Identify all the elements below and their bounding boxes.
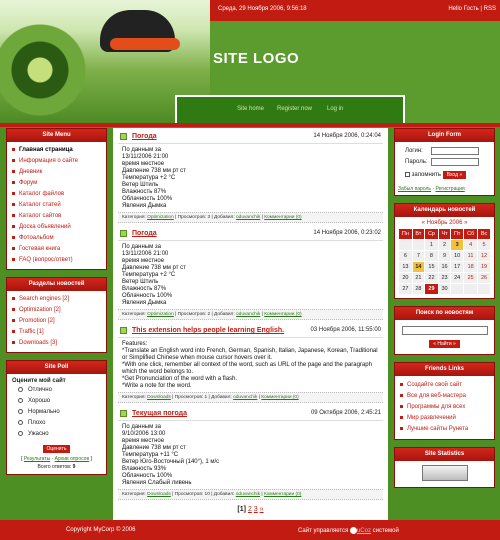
- post-title[interactable]: Текущая погода: [132, 410, 187, 417]
- login-button[interactable]: Вход »: [443, 171, 466, 179]
- calendar-day: [464, 284, 478, 295]
- calendar-day[interactable]: 27: [399, 284, 413, 295]
- left-sidebar: [6, 128, 107, 482]
- post-icon: [120, 410, 127, 417]
- calendar-day: [399, 240, 413, 251]
- header: [0, 0, 500, 123]
- nav-login[interactable]: Log in: [327, 106, 344, 112]
- post-author-link[interactable]: oduvanchik: [235, 492, 261, 497]
- search-box: [394, 306, 495, 355]
- bullet-icon: [12, 159, 15, 162]
- menu-item[interactable]: Каталог сайтов: [12, 211, 101, 222]
- page-link[interactable]: 3: [253, 506, 258, 513]
- friend-link[interactable]: Лучшие сайты Рунета: [400, 424, 489, 435]
- menu-item[interactable]: Дневник: [12, 167, 101, 178]
- calendar-day[interactable]: 4: [464, 240, 478, 251]
- remember-checkbox[interactable]: [405, 172, 410, 177]
- poll-box: Site Poll Оцените мой сайт Отлично Хорошо Нормально Плохо Ужасно Оценить [ Результаты · Архив опросов ] Всего ответов: 9: [6, 360, 107, 475]
- user-links: [448, 6, 496, 12]
- boot-sole-image: [110, 38, 180, 50]
- calendar-day[interactable]: 28: [412, 284, 424, 295]
- news-post: [118, 408, 383, 500]
- section-item[interactable]: Optimization [2]: [12, 305, 101, 316]
- counter-badge-icon[interactable]: [422, 465, 468, 481]
- calendar-table: [398, 228, 491, 295]
- menu-item[interactable]: Информация о сайте: [12, 156, 101, 167]
- post-title[interactable]: Погода: [132, 133, 157, 140]
- poll-option[interactable]: Хорошо: [12, 398, 101, 409]
- calendar-day[interactable]: 11: [464, 251, 478, 262]
- forgot-password-link[interactable]: Забыл пароль: [398, 186, 432, 192]
- post-comments-link[interactable]: Комментарии (0): [264, 215, 302, 220]
- stats-title: Site Statistics: [395, 448, 494, 461]
- bullet-icon: [12, 148, 15, 151]
- bullet-icon: [12, 341, 15, 344]
- next-page-link[interactable]: »: [259, 506, 264, 513]
- site-logo[interactable]: SITE LOGO: [213, 50, 300, 67]
- calendar-day: [451, 284, 464, 295]
- menu-item[interactable]: Главная страница: [12, 145, 101, 156]
- bullet-icon: [12, 330, 15, 333]
- calendar-day[interactable]: 9: [438, 251, 450, 262]
- calendar-month[interactable]: « Ноябрь 2006 »: [421, 220, 468, 226]
- links-separator: |: [478, 6, 484, 12]
- footer: [0, 520, 500, 540]
- calendar-day[interactable]: 29: [425, 284, 439, 295]
- post-author-link[interactable]: oduvanchik: [236, 312, 261, 317]
- calendar-day[interactable]: 6: [399, 251, 413, 262]
- calendar-day[interactable]: 24: [451, 273, 464, 284]
- calendar-weekday: Сб: [464, 229, 478, 240]
- post-footer: Категория: Downloads | Просмотров: 1 | Добавил: oduvanchik | Комментарии (0): [118, 392, 383, 403]
- nav-register[interactable]: Register now: [277, 106, 313, 112]
- section-item[interactable]: Promotion [2]: [12, 316, 101, 327]
- poll-archive-link[interactable]: Архив опросов: [54, 456, 90, 462]
- calendar-day[interactable]: 30: [438, 284, 450, 295]
- bullet-icon: [400, 394, 403, 397]
- bullet-icon: [12, 297, 15, 300]
- ucoz-icon: [350, 527, 357, 534]
- radio-icon[interactable]: [18, 398, 23, 403]
- post-icon: [120, 133, 127, 140]
- login-input[interactable]: [431, 147, 479, 155]
- stats-box: [394, 447, 495, 488]
- calendar-day[interactable]: 17: [451, 262, 464, 273]
- copyright-text: Copyright MyCorp © 2006: [66, 527, 136, 533]
- calendar-day[interactable]: 3: [451, 240, 464, 251]
- search-title: Поиск по новостям: [395, 307, 494, 320]
- radio-icon[interactable]: [18, 387, 23, 392]
- calendar-title: Календарь новостей: [395, 204, 494, 217]
- section-item[interactable]: Downloads [3]: [12, 338, 101, 349]
- post-body: По данным за 9/10/2006 13:00 время местное Давление 738 мм рт ст Температура +11 °C Ветер Юго-Восточный (140°), 1 м/с Влажность 93% Облачность 100% Явления Слабый ливень: [122, 424, 220, 486]
- right-sidebar: [394, 128, 495, 495]
- main-nav: [175, 95, 405, 123]
- calendar-day[interactable]: 26: [478, 273, 491, 284]
- calendar-weekday: Пт: [451, 229, 464, 240]
- post-comments-link[interactable]: Комментарии (0): [264, 312, 302, 317]
- calendar-day[interactable]: 13: [399, 262, 413, 273]
- friend-link[interactable]: Все для веб-мастера: [400, 391, 489, 402]
- remember-label: запомнить: [411, 172, 442, 178]
- calendar-day[interactable]: 10: [451, 251, 464, 262]
- password-input[interactable]: [431, 158, 479, 166]
- calendar-weekday: Вс: [478, 229, 491, 240]
- pagination: [118, 506, 383, 513]
- post-icon: [120, 230, 127, 237]
- calendar-day[interactable]: 19: [478, 262, 491, 273]
- friends-box: [394, 362, 495, 440]
- calendar-day[interactable]: 7: [412, 251, 424, 262]
- radio-icon[interactable]: [18, 431, 23, 436]
- bullet-icon: [400, 416, 403, 419]
- post-comments-link[interactable]: Комментарии (0): [263, 492, 302, 497]
- bullet-icon: [12, 203, 15, 206]
- site-menu-title: Site Menu: [7, 129, 106, 142]
- bullet-icon: [12, 236, 15, 239]
- post-category-link[interactable]: Optimization: [147, 215, 174, 220]
- bullet-icon: [12, 170, 15, 173]
- bullet-icon: [400, 383, 403, 386]
- poll-question: Оцените мой сайт: [12, 378, 66, 384]
- calendar-day: [412, 240, 424, 251]
- post-category-link[interactable]: Downloads: [147, 492, 171, 497]
- menu-item[interactable]: Каталог файлов: [12, 189, 101, 200]
- page-link[interactable]: 2: [247, 506, 252, 513]
- login-title: Login Form: [395, 129, 494, 142]
- poll-option[interactable]: Плохо: [12, 420, 101, 431]
- post-title[interactable]: Погода: [132, 230, 157, 237]
- news-post: [118, 131, 383, 223]
- search-input[interactable]: [402, 326, 488, 335]
- poll-title: Site Poll: [7, 361, 106, 374]
- poll-total: 9: [72, 464, 76, 470]
- bullet-icon: [12, 258, 15, 261]
- post-date: 09 Октября 2006, 2:45:21: [310, 410, 381, 416]
- post-body: Features: *Translate an English word into French, German, Spanish, Italian, Japanese, Korean, Traditional or Simplified Chinese when mouse cursor hovers over it. *With one click, remember all context of the word, such as URL of the page and the paragraph which the word belongs to. *Get Pronunciation of the word with a flash. *Write a note for the word.: [122, 341, 378, 389]
- post-title[interactable]: This extension helps people learning English.: [132, 327, 285, 334]
- poll-results-link[interactable]: Результаты: [23, 456, 51, 462]
- section-item[interactable]: Traffic [1]: [12, 327, 101, 338]
- post-body: По данным за 13/11/2006 21:00 время местное Давление 738 мм рт ст Температура +2 °C Ветер Штиль Влажность 87% Облачность 100% Явления Дымка: [122, 147, 186, 209]
- calendar-day[interactable]: 20: [399, 273, 413, 284]
- menu-item[interactable]: Фотоальбом: [12, 233, 101, 244]
- calendar-day[interactable]: 25: [464, 273, 478, 284]
- section-item[interactable]: Search engines [2]: [12, 294, 101, 305]
- vote-button[interactable]: Оценить: [43, 445, 71, 453]
- calendar-weekday: Вт: [412, 229, 424, 240]
- poll-option[interactable]: Ужасно: [12, 431, 101, 442]
- bullet-icon: [12, 247, 15, 250]
- register-link[interactable]: Регистрация: [435, 186, 465, 192]
- calendar-day[interactable]: 16: [438, 262, 450, 273]
- calendar-day[interactable]: 1: [425, 240, 439, 251]
- news-post: [118, 228, 383, 320]
- calendar-day[interactable]: 2: [438, 240, 450, 251]
- password-label: Пароль:: [405, 159, 428, 165]
- calendar-weekday: Чт: [438, 229, 450, 240]
- post-date: 14 Ноября 2006, 0:24:04: [313, 133, 381, 139]
- calendar-day[interactable]: 14: [412, 262, 424, 273]
- post-body: По данным за 13/11/2006 21:00 время местное Давление 738 мм рт ст Температура +2 °C Ветер Штиль Влажность 87% Облачность 100% Явления Дымка: [122, 244, 186, 306]
- post-footer: Категория: Downloads | Просмотров: 10 | Добавил: oduvanchik | Комментарии (0): [118, 489, 383, 500]
- bullet-icon: [400, 427, 403, 430]
- nav-site-home[interactable]: Site home: [237, 106, 265, 112]
- menu-item[interactable]: Гостевая книга: [12, 244, 101, 255]
- bullet-icon: [12, 225, 15, 228]
- bullet-icon: [12, 319, 15, 322]
- guest-link[interactable]: Гость: [463, 6, 479, 12]
- news-sections-box: [6, 277, 107, 353]
- poll-total-label: Всего ответов:: [37, 464, 72, 470]
- calendar-weekday: Ср: [425, 229, 439, 240]
- current-page: [1]: [237, 506, 246, 513]
- calendar-day[interactable]: 5: [478, 240, 491, 251]
- menu-item[interactable]: Форум: [12, 178, 101, 189]
- calendar-day: [478, 284, 491, 295]
- login-box: Login Form Логин: Пароль: запомнить Вход » Забыл пароль · Регистрация: [394, 128, 495, 196]
- post-footer: Категория: Optimization | Просмотров: 3 | Добавил: oduvanchik | Комментарии (0): [118, 212, 383, 223]
- radio-icon[interactable]: [18, 420, 23, 425]
- post-comments-link[interactable]: Комментарии (0): [261, 395, 299, 400]
- post-author-link[interactable]: oduvanchik: [236, 215, 261, 220]
- menu-item[interactable]: Доска объявлений: [12, 222, 101, 233]
- top-bar: [210, 0, 500, 21]
- friend-link[interactable]: Программы для всех: [400, 402, 489, 413]
- login-label: Логин:: [405, 148, 423, 154]
- rss-link[interactable]: RSS: [483, 6, 496, 12]
- calendar-box: [394, 203, 495, 299]
- bullet-icon: [12, 308, 15, 311]
- calendar-day[interactable]: 22: [425, 273, 439, 284]
- post-category-link[interactable]: Downloads: [147, 395, 171, 400]
- calendar-day[interactable]: 18: [464, 262, 478, 273]
- post-date: 03 Ноября 2006, 11:55:00: [310, 327, 381, 333]
- post-author-link[interactable]: oduvanchik: [233, 395, 258, 400]
- menu-item[interactable]: FAQ (вопрос/ответ): [12, 255, 101, 266]
- poll-option[interactable]: Нормально: [12, 409, 101, 420]
- news-post: [118, 325, 383, 403]
- menu-item[interactable]: Каталог статей: [12, 200, 101, 211]
- post-icon: [120, 327, 127, 334]
- powered-by: Сайт управляется uCoz системой: [298, 528, 399, 535]
- site-menu-box: [6, 128, 107, 270]
- poll-option[interactable]: Отлично: [12, 387, 101, 398]
- calendar-weekday: Пн: [399, 229, 413, 240]
- post-date: 14 Ноября 2006, 0:23:02: [313, 230, 381, 236]
- post-footer: Категория: Optimization | Просмотров: 2 | Добавил: oduvanchik | Комментарии (0): [118, 309, 383, 320]
- post-category-link[interactable]: Optimization: [147, 312, 174, 317]
- radio-icon[interactable]: [18, 409, 23, 414]
- calendar-day[interactable]: 15: [425, 262, 439, 273]
- friends-title: Friends Links: [395, 363, 494, 376]
- calendar-day[interactable]: 8: [425, 251, 439, 262]
- friend-link[interactable]: Создайте свой сайт: [400, 380, 489, 391]
- search-button[interactable]: « Найти »: [429, 340, 460, 348]
- hello-text: Hello: [448, 6, 464, 12]
- bullet-icon: [12, 181, 15, 184]
- ucoz-link[interactable]: uCoz: [356, 528, 371, 535]
- header-divider: [0, 123, 500, 127]
- main-content: [113, 128, 388, 520]
- news-sections-title: Разделы новостей: [7, 278, 106, 291]
- calendar-day[interactable]: 12: [478, 251, 491, 262]
- calendar-day[interactable]: 21: [412, 273, 424, 284]
- bullet-icon: [12, 192, 15, 195]
- bullet-icon: [12, 214, 15, 217]
- calendar-day[interactable]: 23: [438, 273, 450, 284]
- bullet-icon: [400, 405, 403, 408]
- current-date: Среда, 29 Ноября 2006, 9:56:18: [218, 6, 307, 12]
- friend-link[interactable]: Мир развлечений: [400, 413, 489, 424]
